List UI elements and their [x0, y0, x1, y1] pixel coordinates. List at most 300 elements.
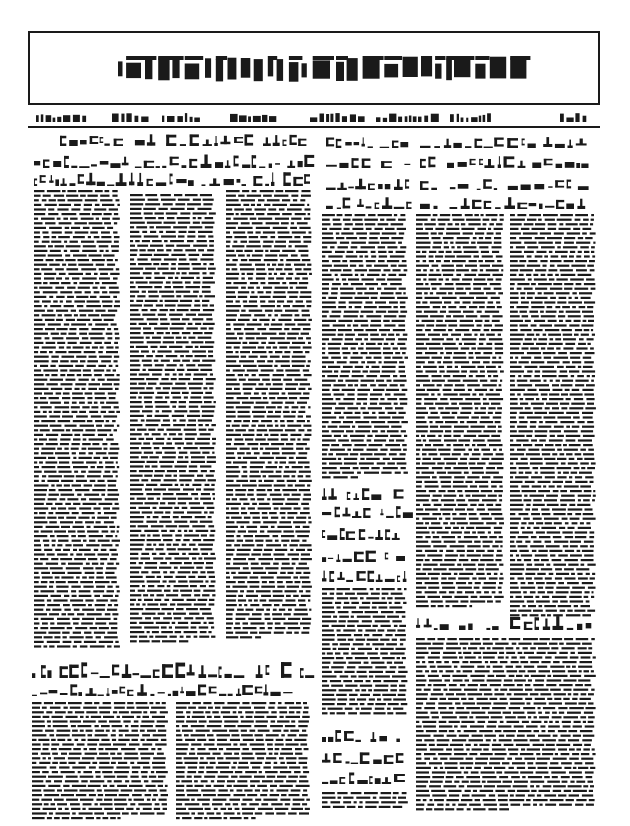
text-word: [560, 490, 567, 492]
text-word: [289, 461, 296, 463]
text-word: [446, 550, 454, 552]
text-word: [152, 337, 161, 339]
text-word: [447, 444, 451, 446]
text-word: [466, 219, 481, 221]
text-word: [260, 296, 271, 298]
text-word: [184, 534, 199, 536]
text-word: [464, 274, 476, 276]
text-word: [369, 269, 381, 271]
text-word: [578, 495, 591, 497]
text-word: [580, 485, 591, 487]
text-word: [524, 559, 531, 561]
text-word: [130, 475, 143, 477]
text-word: [510, 504, 524, 506]
text-word: [345, 685, 357, 687]
text-word: [108, 494, 120, 496]
text-word: [442, 306, 446, 308]
dateline-mark: [330, 114, 333, 122]
text-word: [263, 231, 275, 233]
text-word: [101, 360, 111, 362]
text-word: [522, 347, 529, 349]
text-word: [345, 223, 353, 225]
text-word: [383, 698, 391, 700]
masthead-glyph: [363, 59, 380, 78]
text-word: [572, 306, 576, 308]
text-word: [191, 493, 198, 495]
text-word: [588, 320, 594, 322]
text-word: [300, 383, 310, 385]
headline-glyph: [34, 179, 35, 187]
text-word: [560, 453, 565, 455]
text-word: [165, 304, 176, 306]
text-word: [479, 393, 483, 395]
text-word: [172, 622, 176, 624]
text-word: [44, 273, 56, 275]
text-word: [87, 360, 98, 362]
text-word: [300, 397, 310, 399]
text-word: [416, 661, 420, 663]
text-word: [496, 278, 502, 280]
text-word: [416, 591, 422, 593]
text-word: [257, 498, 264, 500]
text-word: [301, 254, 309, 256]
text-word: [479, 306, 485, 308]
text-word: [432, 467, 443, 469]
text-word: [361, 708, 372, 710]
text-word: [263, 452, 271, 454]
text-word: [355, 214, 366, 216]
text-word: [322, 403, 336, 405]
text-word: [345, 214, 352, 216]
text-word: [34, 328, 43, 330]
text-word: [105, 498, 118, 500]
text-word: [346, 255, 358, 257]
headline-glyph: [479, 159, 480, 165]
text-word: [396, 712, 407, 714]
text-word: [345, 334, 355, 336]
text-word: [401, 421, 408, 423]
text-word: [361, 352, 368, 354]
text-word: [435, 421, 443, 423]
text-word: [416, 508, 423, 510]
text-word: [271, 323, 283, 325]
text-word: [77, 530, 85, 532]
text-word: [79, 595, 92, 597]
text-word: [165, 300, 179, 302]
text-word: [307, 420, 310, 422]
text-word: [416, 638, 425, 640]
text-word: [583, 513, 594, 515]
text-word: [569, 324, 579, 326]
text-word: [154, 254, 169, 256]
text-word: [380, 375, 390, 377]
text-word: [45, 374, 49, 376]
text-word: [94, 595, 100, 597]
text-word: [376, 380, 384, 382]
text-word: [153, 263, 159, 265]
text-word: [488, 375, 491, 377]
text-word: [101, 544, 112, 546]
text-word: [155, 364, 164, 366]
text-word: [130, 415, 144, 417]
text-word: [510, 462, 513, 464]
text-word: [548, 223, 557, 225]
text-word: [322, 467, 337, 469]
text-word: [499, 499, 502, 501]
text-word: [353, 643, 364, 645]
text-word: [485, 661, 488, 663]
text-word: [226, 333, 235, 335]
text-word: [477, 508, 485, 510]
text-word: [478, 656, 481, 658]
text-word: [170, 309, 175, 311]
headline-glyph: [263, 143, 271, 146]
text-word: [425, 297, 440, 299]
text-word: [40, 365, 48, 367]
text-word: [393, 269, 401, 271]
text-word: [544, 499, 557, 501]
headline-glyph: [298, 161, 303, 167]
text-word: [459, 403, 472, 405]
headline-glyph: [403, 579, 407, 582]
text-word: [203, 396, 213, 398]
text-word: [344, 412, 353, 414]
text-word: [181, 516, 192, 518]
text-word: [577, 458, 583, 460]
text-word: [194, 590, 201, 592]
text-word: [591, 596, 594, 598]
text-word: [470, 485, 477, 487]
text-word: [282, 392, 286, 394]
text-word: [571, 265, 585, 267]
text-word: [68, 264, 76, 266]
text-word: [159, 507, 172, 509]
text-word: [354, 329, 364, 331]
text-word: [535, 412, 548, 414]
text-word: [266, 291, 271, 293]
text-word: [204, 557, 216, 559]
text-word: [102, 530, 109, 532]
text-word: [289, 241, 301, 243]
text-word: [34, 287, 38, 289]
text-word: [226, 632, 233, 634]
text-word: [528, 582, 534, 584]
text-word: [590, 531, 595, 533]
text-word: [209, 212, 216, 214]
text-word: [104, 222, 111, 224]
text-word: [531, 536, 537, 538]
text-word: [106, 402, 118, 404]
text-word: [107, 259, 113, 261]
text-word: [416, 435, 419, 437]
text-word: [416, 426, 428, 428]
text-word: [322, 606, 334, 608]
text-word: [288, 618, 300, 620]
text-word: [473, 288, 481, 290]
text-word: [394, 393, 406, 395]
text-word: [586, 522, 590, 524]
text-word: [576, 568, 589, 570]
text-word: [492, 361, 504, 363]
text-word: [244, 535, 254, 537]
text-word: [106, 369, 110, 371]
text-word: [287, 420, 294, 422]
text-word: [147, 534, 150, 536]
text-word: [492, 320, 500, 322]
text-word: [445, 527, 451, 529]
text-word: [395, 602, 401, 604]
text-word: [226, 241, 231, 243]
text-word: [510, 352, 524, 354]
text-word: [48, 245, 53, 247]
text-word: [85, 599, 93, 601]
text-word: [34, 645, 41, 647]
text-word: [195, 355, 207, 357]
text-word: [553, 513, 565, 515]
text-word: [486, 366, 496, 368]
text-word: [179, 231, 187, 233]
text-word: [416, 393, 429, 395]
text-word: [491, 458, 504, 460]
text-word: [404, 269, 408, 271]
text-word: [371, 421, 385, 423]
text-word: [520, 292, 525, 294]
text-word: [372, 412, 375, 414]
text-word: [494, 573, 498, 575]
text-word: [531, 403, 544, 405]
text-word: [161, 424, 170, 426]
text-word: [270, 337, 285, 339]
text-word: [210, 534, 215, 536]
text-word: [521, 297, 525, 299]
text-word: [392, 620, 401, 622]
text-word: [52, 360, 59, 362]
text-word: [580, 449, 586, 451]
text-word: [85, 429, 95, 431]
text-word: [74, 282, 78, 284]
text-word: [86, 544, 99, 546]
text-word: [399, 288, 406, 290]
text-word: [191, 622, 201, 624]
text-word: [457, 255, 472, 257]
text-word: [416, 518, 419, 520]
text-word: [495, 643, 508, 645]
text-word: [71, 208, 80, 210]
text-word: [94, 507, 101, 509]
text-word: [162, 608, 174, 610]
text-word: [243, 388, 253, 390]
text-word: [583, 435, 595, 437]
text-word: [226, 448, 237, 450]
text-word: [243, 627, 257, 629]
text-word: [436, 661, 441, 663]
text-word: [143, 364, 152, 366]
text-word: [154, 360, 159, 362]
text-word: [492, 246, 502, 248]
text-word: [444, 260, 450, 262]
text-word: [541, 315, 556, 317]
text-word: [213, 498, 215, 500]
masthead-glyph: [435, 56, 445, 60]
text-word: [142, 309, 148, 311]
text-word: [70, 250, 79, 252]
text-word: [559, 311, 564, 313]
text-word: [322, 449, 328, 451]
text-word: [385, 444, 400, 446]
text-word: [387, 462, 395, 464]
headline-glyph: [190, 134, 193, 146]
text-word: [442, 587, 455, 589]
text-word: [400, 306, 405, 308]
text-word: [275, 549, 287, 551]
text-word: [180, 300, 192, 302]
text-word: [453, 430, 464, 432]
text-word: [241, 310, 245, 312]
text-word: [306, 415, 311, 417]
text-word: [97, 241, 112, 243]
text-word: [277, 397, 287, 399]
text-word: [349, 301, 363, 303]
text-word: [399, 625, 406, 627]
text-word: [566, 398, 571, 400]
text-word: [528, 605, 536, 607]
text-word: [466, 527, 474, 529]
text-word: [83, 374, 92, 376]
text-word: [376, 278, 385, 280]
text-word: [570, 393, 583, 395]
text-word: [256, 231, 261, 233]
text-word: [92, 227, 104, 229]
text-word: [416, 334, 425, 336]
text-word: [322, 320, 336, 322]
text-word: [259, 503, 270, 505]
dateline-mark: [483, 115, 486, 122]
text-word: [73, 420, 86, 422]
text-word: [163, 617, 172, 619]
text-word: [114, 429, 118, 431]
text-word: [535, 297, 548, 299]
masthead-glyph: [454, 56, 474, 60]
text-word: [544, 357, 551, 359]
text-word: [186, 364, 195, 366]
text-word: [547, 237, 562, 239]
headline-glyph: [359, 529, 361, 540]
text-word: [443, 393, 457, 395]
text-word: [378, 343, 383, 345]
text-word: [144, 567, 157, 569]
text-word: [34, 397, 38, 399]
text-word: [184, 562, 192, 564]
text-word: [429, 453, 438, 455]
text-word: [284, 351, 290, 353]
text-word: [302, 314, 310, 316]
text-word: [400, 639, 406, 641]
text-word: [198, 364, 212, 366]
text-word: [141, 557, 151, 559]
text-word: [453, 467, 468, 469]
text-word: [184, 429, 196, 431]
text-word: [49, 521, 57, 523]
text-word: [510, 591, 521, 593]
masthead-glyph: [241, 58, 251, 78]
text-word: [328, 366, 340, 368]
headline-glyph: [336, 139, 338, 148]
text-word: [242, 190, 249, 192]
text-word: [382, 694, 396, 696]
headline-glyph: [156, 166, 160, 168]
text-word: [432, 338, 444, 340]
text-word: [510, 421, 517, 423]
text-word: [84, 632, 91, 634]
text-word: [167, 364, 177, 366]
text-word: [233, 461, 247, 463]
text-word: [282, 199, 290, 201]
text-word: [49, 489, 56, 491]
text-word: [263, 241, 273, 243]
text-word: [545, 444, 554, 446]
text-word: [303, 268, 311, 270]
text-word: [169, 346, 182, 348]
text-word: [34, 346, 39, 348]
text-word: [264, 434, 268, 436]
text-word: [178, 447, 182, 449]
text-word: [444, 559, 456, 561]
text-word: [510, 467, 516, 469]
text-word: [130, 493, 143, 495]
text-word: [492, 647, 503, 649]
text-word: [226, 613, 233, 615]
text-word: [146, 419, 160, 421]
headline-glyph: [322, 530, 323, 538]
text-word: [298, 599, 305, 601]
text-word: [96, 618, 111, 620]
text-word: [242, 425, 249, 427]
text-word: [359, 265, 364, 267]
text-word: [515, 357, 518, 359]
text-word: [322, 689, 336, 691]
text-word: [449, 311, 461, 313]
text-word: [34, 195, 41, 197]
text-word: [238, 227, 253, 229]
text-word: [58, 457, 71, 459]
text-word: [576, 269, 587, 271]
text-word: [72, 604, 86, 606]
text-word: [89, 222, 103, 224]
text-word: [199, 429, 207, 431]
masthead-glyph: [254, 59, 263, 81]
text-word: [290, 204, 305, 206]
text-word: [488, 508, 502, 510]
text-word: [265, 250, 268, 252]
text-word: [250, 498, 255, 500]
text-word: [73, 457, 76, 459]
text-word: [562, 306, 570, 308]
text-word: [263, 521, 277, 523]
text-word: [370, 334, 379, 336]
text-word: [583, 366, 593, 368]
text-word: [587, 338, 594, 340]
text-word: [296, 517, 306, 519]
text-word: [49, 351, 53, 353]
text-word: [303, 507, 309, 509]
text-word: [563, 246, 578, 248]
dateline-mark: [466, 118, 468, 122]
text-word: [366, 329, 378, 331]
text-word: [497, 467, 504, 469]
text-word: [64, 402, 69, 404]
text-word: [73, 622, 79, 624]
text-word: [51, 507, 56, 509]
